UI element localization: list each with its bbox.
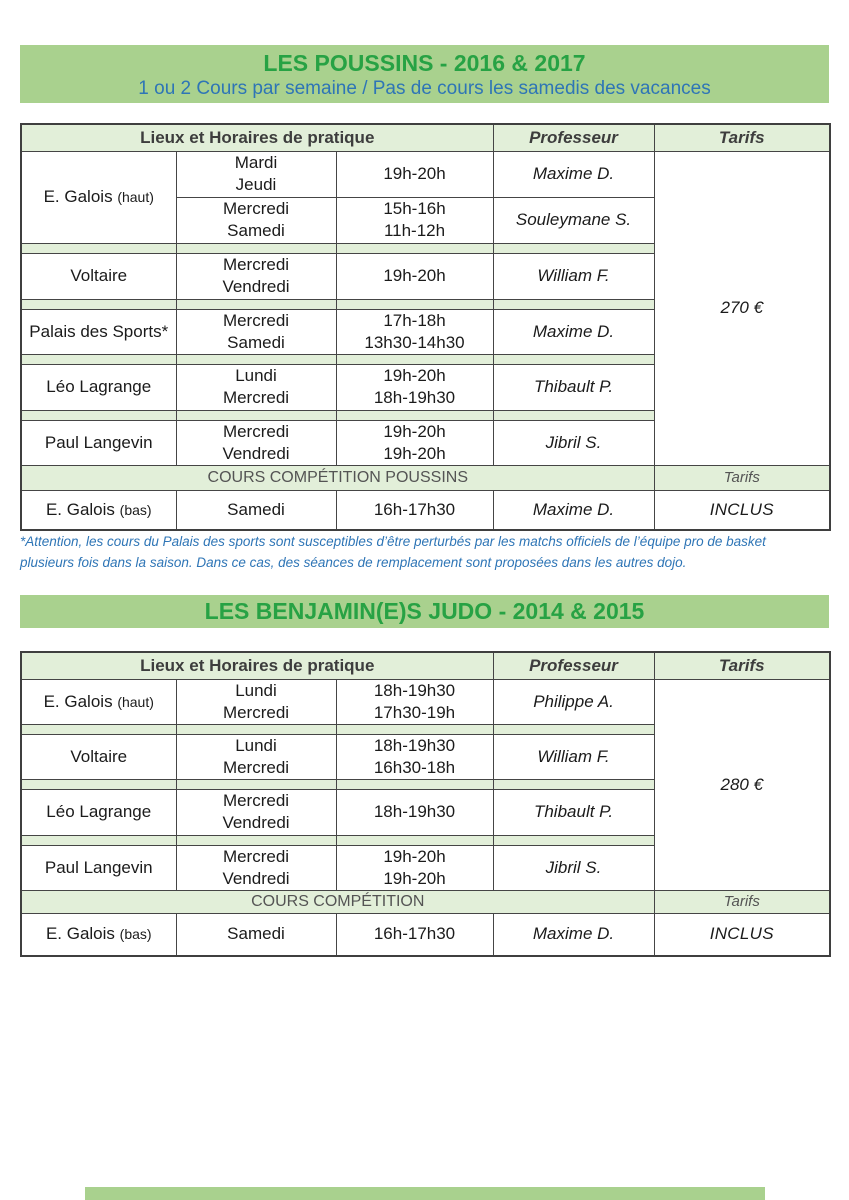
- location-name: Paul Langevin: [44, 432, 153, 452]
- table-header-row: [21, 652, 830, 679]
- header-tarifs: Tarifs: [654, 652, 830, 679]
- days-cell: [176, 197, 336, 243]
- header-professeur: Professeur: [493, 652, 654, 679]
- professor-cell: Jibril S.: [493, 420, 654, 465]
- hours: 15h-16h: [383, 199, 446, 218]
- day: Mercredi: [222, 388, 290, 407]
- note-line-1: *Attention, les cours du Palais des sports sont susceptibles d’être perturbés par les matchs officiels de l’équipe pro de basket: [20, 534, 766, 549]
- location-name: Voltaire: [70, 266, 128, 285]
- separator-cell: [336, 724, 493, 734]
- hours: 19h-20h: [383, 868, 446, 888]
- separator-cell: [176, 779, 336, 789]
- hours: 19h-20h: [383, 366, 446, 385]
- hours-cell: [336, 197, 493, 243]
- separator-cell: [176, 299, 336, 309]
- professor-cell: William F.: [493, 734, 654, 779]
- separator-cell: [336, 354, 493, 364]
- day: Mercredi: [222, 199, 290, 218]
- hours-cell: [336, 309, 493, 354]
- hours: 16h-17h30: [373, 499, 456, 519]
- bottom-green-band: [85, 1187, 765, 1200]
- location-name: E. Galois: [45, 499, 115, 519]
- separator-cell: [493, 243, 654, 253]
- day: Lundi: [235, 735, 277, 755]
- days-cell: [176, 151, 336, 197]
- tariff-cell: 270 €: [654, 151, 830, 465]
- separator-cell: [493, 410, 654, 420]
- hours-cell: [336, 679, 493, 724]
- hours-cell: [336, 364, 493, 410]
- day: Mercredi: [222, 255, 290, 274]
- separator-cell: [336, 779, 493, 789]
- separator-cell: [21, 724, 176, 734]
- hours: 19h-20h: [383, 164, 446, 183]
- day: Lundi: [235, 680, 277, 700]
- professor-cell: Maxime D.: [493, 309, 654, 354]
- separator-cell: [176, 410, 336, 420]
- separator-cell: [21, 779, 176, 789]
- day: Mercredi: [222, 791, 290, 810]
- separator-cell: [336, 410, 493, 420]
- location-cell: [21, 309, 176, 354]
- hours: 19h-20h: [383, 266, 446, 285]
- hours-cell: [336, 420, 493, 465]
- hours: 19h-20h: [383, 443, 446, 463]
- competition-row: [21, 490, 830, 530]
- hours: 19h-20h: [383, 421, 446, 441]
- separator-cell: [336, 299, 493, 309]
- separator-cell: [176, 354, 336, 364]
- location-name: Palais des Sports*: [29, 321, 169, 341]
- competition-label: COURS COMPÉTITION POUSSINS: [21, 465, 654, 490]
- hours: 18h-19h30: [373, 735, 456, 755]
- hours: 18h-19h30: [373, 388, 456, 407]
- location-cell: [21, 253, 176, 299]
- location-name: Léo Lagrange: [46, 802, 152, 821]
- benjamins-title: LES BENJAMIN(E)S JUDO - 2014 & 2015: [204, 598, 645, 624]
- days-cell: [176, 309, 336, 354]
- competition-tarifs-header: Tarifs: [654, 890, 830, 913]
- location-suffix: (bas): [119, 926, 152, 943]
- day: Vendredi: [222, 813, 290, 832]
- day: Vendredi: [222, 868, 290, 888]
- hours: 11h-12h: [383, 221, 446, 240]
- location-cell: [21, 364, 176, 410]
- location-name: E. Galois: [43, 187, 113, 206]
- hours: 13h30-14h30: [364, 332, 465, 352]
- professor-cell: Thibault P.: [493, 789, 654, 835]
- separator-cell: [21, 835, 176, 845]
- day: Mercredi: [222, 421, 290, 441]
- poussins-schedule-table: [20, 123, 831, 531]
- location-cell: [21, 490, 176, 530]
- days-cell: [176, 789, 336, 835]
- location-name: Voltaire: [70, 746, 128, 766]
- benjamins-schedule-table: [20, 651, 831, 957]
- hours: 16h30-18h: [373, 757, 456, 777]
- days-cell: [176, 679, 336, 724]
- location-name: E. Galois: [43, 691, 113, 711]
- professor-cell: Souleymane S.: [493, 197, 654, 243]
- table-row: [21, 679, 830, 724]
- hours-cell: [336, 253, 493, 299]
- professor-cell: William F.: [493, 253, 654, 299]
- header-lieux: Lieux et Horaires de pratique: [21, 652, 493, 679]
- day: Vendredi: [222, 277, 290, 296]
- table-header-row: [21, 124, 830, 151]
- day: Mercredi: [222, 702, 290, 722]
- location-name: E. Galois: [45, 924, 115, 944]
- competition-header-row: [21, 465, 830, 490]
- separator-cell: [21, 243, 176, 253]
- days-cell: [176, 364, 336, 410]
- separator-cell: [176, 243, 336, 253]
- competition-label: COURS COMPÉTITION: [21, 890, 654, 913]
- day: Mercredi: [222, 310, 290, 330]
- hours: 17h30-19h: [373, 702, 456, 722]
- separator-cell: [176, 724, 336, 734]
- location-cell: [21, 913, 176, 956]
- day: Samedi: [227, 924, 285, 944]
- hours-cell: [336, 734, 493, 779]
- table-row: [21, 151, 830, 197]
- separator-cell: [493, 835, 654, 845]
- separator-cell: [493, 779, 654, 789]
- competition-header-row: [21, 890, 830, 913]
- poussins-title: LES POUSSINS - 2016 & 2017: [263, 50, 586, 76]
- tariff-included-cell: INCLUS: [654, 490, 830, 530]
- separator-cell: [21, 299, 176, 309]
- professor-cell: Maxime D.: [493, 913, 654, 956]
- professor-cell: Thibault P.: [493, 364, 654, 410]
- location-name: Paul Langevin: [44, 857, 153, 877]
- location-suffix: (haut): [117, 189, 154, 205]
- hours: 19h-20h: [383, 846, 446, 866]
- professor-cell: Maxime D.: [493, 151, 654, 197]
- hours-cell: [336, 789, 493, 835]
- competition-row: [21, 913, 830, 956]
- separator-cell: [176, 835, 336, 845]
- hours-cell: [336, 845, 493, 890]
- competition-tarifs-header: Tarifs: [654, 465, 830, 490]
- location-name: Léo Lagrange: [46, 377, 152, 396]
- header-tarifs: Tarifs: [654, 124, 830, 151]
- hours: 18h-19h30: [373, 680, 456, 700]
- header-lieux: Lieux et Horaires de pratique: [21, 124, 493, 151]
- benjamins-banner: [20, 595, 829, 628]
- header-professeur: Professeur: [493, 124, 654, 151]
- day: Samedi: [227, 221, 285, 240]
- poussins-subtitle: 1 ou 2 Cours par semaine / Pas de cours les samedis des vacances: [138, 78, 711, 99]
- tariff-included-cell: INCLUS: [654, 913, 830, 956]
- day: Mercredi: [222, 757, 290, 777]
- hours-cell: [336, 490, 493, 530]
- location-suffix: (bas): [119, 501, 152, 518]
- days-cell: [176, 845, 336, 890]
- separator-cell: [493, 724, 654, 734]
- day: Vendredi: [222, 443, 290, 463]
- day: Mardi: [234, 153, 278, 172]
- professor-cell: Maxime D.: [493, 490, 654, 530]
- hours-cell: [336, 151, 493, 197]
- days-cell: [176, 253, 336, 299]
- day: Samedi: [227, 332, 285, 352]
- days-cell: [176, 913, 336, 956]
- hours-cell: [336, 913, 493, 956]
- separator-cell: [21, 410, 176, 420]
- professor-cell: Philippe A.: [493, 679, 654, 724]
- day: Mercredi: [222, 846, 290, 866]
- hours: 17h-18h: [383, 310, 446, 330]
- separator-cell: [493, 299, 654, 309]
- location-suffix: (haut): [117, 693, 154, 710]
- palais-des-sports-note: [20, 531, 849, 573]
- separator-cell: [336, 835, 493, 845]
- hours: 18h-19h30: [373, 802, 456, 821]
- days-cell: [176, 490, 336, 530]
- day: Samedi: [227, 499, 285, 519]
- separator-cell: [21, 354, 176, 364]
- days-cell: [176, 420, 336, 465]
- separator-cell: [493, 354, 654, 364]
- days-cell: [176, 734, 336, 779]
- location-cell: [21, 151, 176, 243]
- day: Jeudi: [235, 175, 277, 194]
- poussins-banner: [20, 45, 829, 103]
- tariff-cell: 280 €: [654, 679, 830, 890]
- day: Lundi: [235, 366, 277, 385]
- hours: 16h-17h30: [373, 924, 456, 944]
- professor-cell: Jibril S.: [493, 845, 654, 890]
- separator-cell: [336, 243, 493, 253]
- location-cell: [21, 734, 176, 779]
- location-cell: [21, 789, 176, 835]
- location-cell: [21, 420, 176, 465]
- location-cell: [21, 679, 176, 724]
- location-cell: [21, 845, 176, 890]
- note-line-2: plusieurs fois dans la saison. Dans ce cas, des séances de remplacement sont proposées dans les autres dojo.: [20, 555, 687, 570]
